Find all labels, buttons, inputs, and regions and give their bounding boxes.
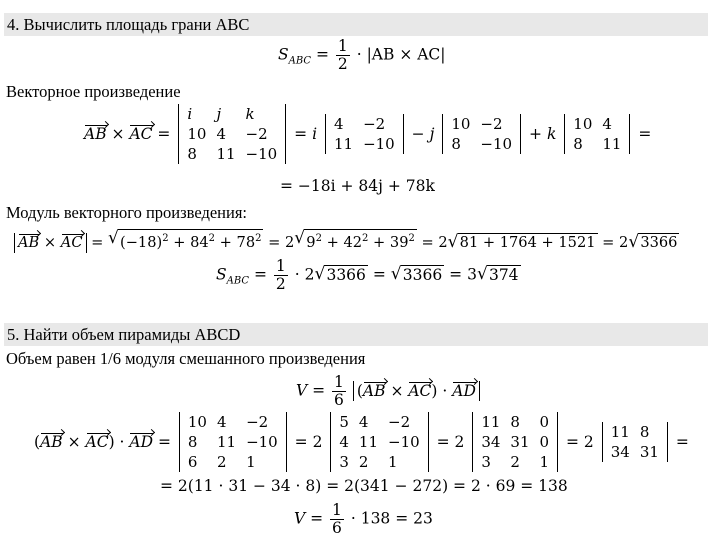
det-cell: −10	[245, 145, 278, 163]
det-cell: 11	[216, 145, 236, 163]
fraction-denominator: 6	[332, 519, 342, 537]
fraction-numerator: 1	[332, 501, 342, 519]
det-cell: 10	[573, 115, 593, 133]
det-2: 5 4 −2 4 11 −10 3 2 1	[330, 412, 428, 472]
mixed-product-expansion: (AB × AC) · AD = 10 4 −2 8 11 −10 6 2 1 = 2 5 4 −2 4 11 −10 3 2 1 = 2 11 8 0 34 31 0 3 2 1 = 2 11 8 34 31 =	[34, 413, 689, 471]
term: = 2	[421, 233, 448, 251]
term: · 2	[294, 265, 315, 284]
volume-symbol: V =	[294, 509, 324, 528]
volume-result	[294, 502, 433, 537]
fraction-denominator: 2	[337, 55, 348, 73]
det-cell: 4	[602, 115, 612, 133]
det-cell: −10	[363, 135, 395, 153]
minor-i	[325, 114, 404, 154]
radicand: 3366	[326, 265, 366, 284]
sqrt-3366: √ 3366	[628, 233, 679, 253]
fraction-numerator: 1	[334, 373, 344, 391]
coefficient: = 2	[436, 433, 465, 451]
cross-lhs: AB × AC =	[84, 125, 171, 143]
fraction-denominator: 2	[275, 275, 286, 293]
term: + 42	[326, 233, 363, 251]
equals-sign: =	[372, 265, 386, 284]
radicand: 3366	[402, 265, 443, 284]
term: + 39	[373, 233, 409, 251]
det-cell: 8	[451, 135, 461, 153]
term: = 2	[602, 233, 629, 251]
fraction-half	[336, 38, 350, 73]
section-4-title: 4. Вычислить площадь грани ABC	[4, 13, 708, 36]
det-1: 10 4 −2 8 11 −10 6 2 1	[179, 412, 287, 472]
term: (−18)	[120, 233, 163, 251]
coefficient: = 2	[294, 433, 323, 451]
sqrt-numbers: √ 81 + 1764 + 1521	[448, 233, 598, 253]
det-cell: 10	[187, 125, 207, 143]
det-cell: −10	[480, 135, 513, 153]
modulus-bars: AB × AC	[14, 233, 87, 253]
equals-sign: =	[315, 45, 329, 64]
cross-product-result: = −18i + 84j + 78k	[280, 177, 435, 195]
term: = 3	[449, 265, 477, 284]
det-3: 11 8 0 34 31 0 3 2 1	[472, 412, 558, 472]
term: = 2	[268, 233, 295, 251]
term: + 84	[173, 233, 209, 251]
cross-product-label: Векторное произведение	[6, 82, 181, 101]
unit-k: k	[245, 105, 255, 123]
coefficient: = 2	[566, 433, 594, 451]
equals-sign: =	[253, 265, 267, 284]
det-cell: 4	[333, 115, 344, 133]
minor-k	[564, 114, 630, 154]
fraction-denominator: 6	[334, 391, 344, 409]
cross-det-3x3	[178, 104, 286, 164]
modulus-expression: AB × AC = √ $(-18)^2 + 84^2 + 78^2 = 2√$ $9^2 + 42^2 + 39^2 = 2√$ 81 + 1764 + 1521 = 2√ 3366	[14, 229, 679, 253]
det-cell: 8	[187, 145, 197, 163]
area-subscript: ABC	[288, 55, 312, 67]
det-cell: 8	[573, 135, 583, 153]
minor-j	[442, 114, 521, 154]
sqrt-sum-squares: √ $(-18)^2 + 84^2 + 78^2$	[108, 229, 263, 253]
area-symbol: S	[278, 45, 289, 64]
section-5-title: 5. Найти объем пирамиды ABCD	[4, 323, 708, 346]
volume-value: · 138 = 23	[350, 509, 433, 528]
cross-product-expansion: AB × AC = i j k 10 4 −2 8 11 −10 = i 4 −2 11 −10 − j 10 −2 8 −10 + k 10 4 8 11 =	[84, 105, 652, 163]
radicand: 374	[488, 265, 519, 284]
det-cell: −2	[245, 125, 268, 143]
det-cell: −2	[480, 115, 503, 133]
volume-symbol: V =	[296, 381, 326, 400]
mixed-product-modulus: (AB × AC) · AD	[353, 381, 480, 401]
det-cell: −2	[363, 115, 386, 133]
volume-label: Объем равен 1/6 модуля смешанного произведения	[6, 349, 366, 368]
area-formula	[278, 38, 446, 73]
fraction-numerator: 1	[275, 257, 286, 275]
fraction-sixth	[332, 374, 346, 409]
det-cell: 11	[602, 135, 622, 153]
cross-product-modulus: · |AB × AC|	[356, 45, 446, 64]
volume-formula	[296, 374, 480, 409]
modulus-label: Модуль векторного произведения:	[6, 203, 247, 222]
det-cell: 10	[451, 115, 471, 133]
unit-j: j	[216, 105, 222, 123]
term: + 78	[219, 233, 256, 251]
area-result: $S_{ABC}$ = $\frac{1}{2}$ · 2√ 3366 = √ 3366 = 3√ 374	[216, 258, 521, 293]
det-cell: 11	[333, 135, 354, 153]
fraction-sixth	[330, 502, 344, 537]
sqrt-reduced: √ $9^2 + 42^2 + 39^2$	[294, 229, 417, 253]
term: 9	[306, 233, 316, 251]
unit-i: i	[187, 105, 193, 123]
det-4: 11 8 34 31	[602, 422, 668, 462]
fraction-half	[274, 258, 288, 293]
det-cell: 4	[216, 125, 226, 143]
fraction-numerator: 1	[337, 37, 348, 55]
volume-computation: = 2(11 · 31 − 34 · 8) = 2(341 − 272) = 2 · 69 = 138	[160, 477, 568, 495]
